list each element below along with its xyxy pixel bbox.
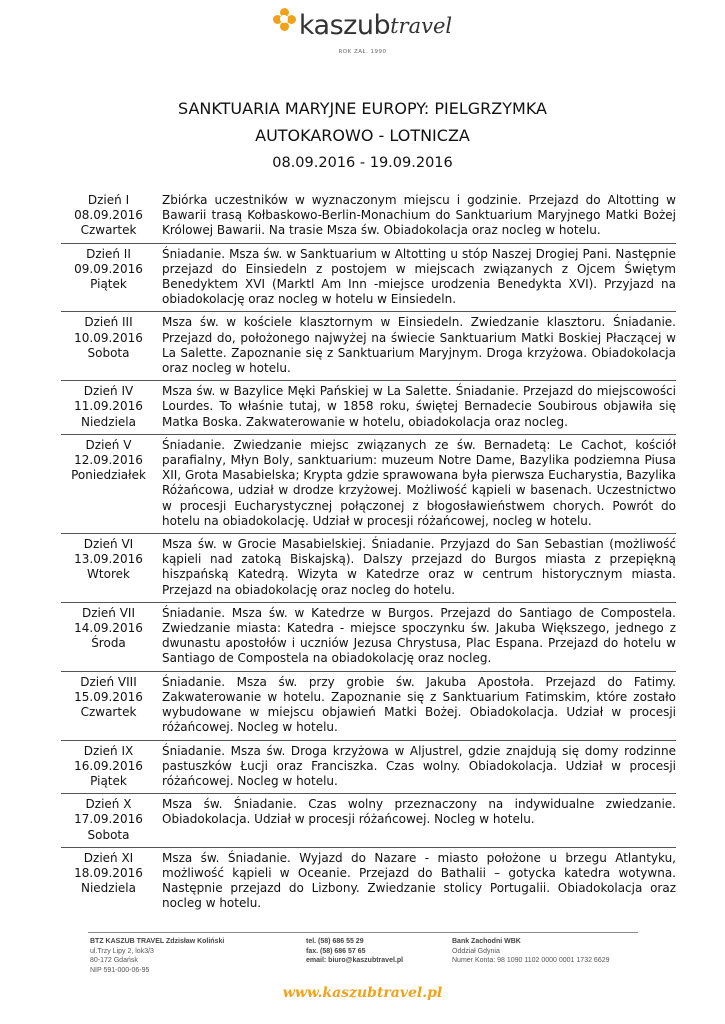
day-description: Śniadanie. Msza św. Droga krzyżowa w Aljustrel, gdzie znajdują się domy rodzinne pastuszków Łucji oraz Franciszka. Czas wolny. Obiadokolacja. Udział w procesji różańcowej. Nocleg w hotelu. [156,740,676,794]
itinerary-row [61,740,676,794]
footer-contact [306,937,403,966]
day-weekday: Piątek [90,277,127,292]
day-date: 12.09.2016 [74,453,143,468]
website-link[interactable]: www.kaszubtravel.pl [282,985,443,1001]
bank-branch: Oddział Gdynia [452,947,500,955]
day-cell [61,602,156,671]
itinerary-row [61,602,676,671]
day-day: Dzień III [84,315,133,330]
bank-name: Bank Zachodni WBK [452,938,521,945]
day-date: 16.09.2016 [74,758,143,773]
itinerary-row [61,534,676,603]
day-cell [61,534,156,603]
day-description: Śniadanie. Msza św. w Katedrze w Burgos. Przejazd do Santiago de Compostela. Zwiedzanie miasta: Katedra - miejsce spoczynku św. Jakuba Większego, jednego z dwunastu apostołów i uczniów Jezusa Chrystusa, Plac Espana. Przejazd do hotelu w Santiago de Compostela na obiadokolację oraz nocleg. [156,602,676,671]
day-cell [61,671,156,740]
day-day: Dzień IV [83,384,134,399]
day-weekday: Czwartek [80,705,137,720]
day-weekday: Czwartek [80,223,137,238]
trip-dates: 08.09.2016 - 19.09.2016 [272,155,453,171]
day-cell [61,312,156,381]
footer-divider [88,932,638,933]
day-cell [61,740,156,794]
company-nip: NIP 591-000-06-95 [90,966,150,974]
day-weekday: Piątek [90,773,127,788]
day-date: 15.09.2016 [74,689,143,704]
day-date: 09.09.2016 [74,261,143,276]
day-day: Dzień IX [83,743,134,758]
day-date: 14.09.2016 [74,621,143,636]
bank-account: Numer Konta: 98 1090 1102 0000 0001 1732 6629 [452,957,610,964]
itinerary-row [61,671,676,740]
logo-travel: travel [390,13,453,38]
day-description: Śniadanie. Zwiedzanie miejsc związanych ze św. Bernadetą: Le Cachot, kościół parafialny, Młyn Boly, sanktuarium: muzeum Notre Dame, Bazylika podziemna Piusa XII, Grota Masabielska; Krypta gdzie sprawowana była pierwsza Eucharystia, Bazylika Różańcowa, udział w drodze krzyżowej. Możliwość kąpieli w basenach. Uczestnictwo w procesji Eucharystycznej połączonej z błogosławieństwem chorych. Powrót do hotelu na obiadokolację. Udział w procesji różańcowej, nocleg w hotelu. [156,434,676,533]
day-date: 08.09.2016 [74,208,143,223]
day-description: Msza św. w Bazylice Męki Pańskiej w La Salette. Śniadanie. Przejazd do miejscowości Lourdes. To właśnie tutaj, w 1858 roku, świętej Bernadecie Soubirous objawiła się Matka Boska. Zakwaterowanie w hotelu, obiadokolacja oraz nocleg. [156,381,676,435]
title-line-2: AUTOKAROWO - LOTNICZA [255,126,470,145]
itinerary-row [61,434,676,533]
company-street: ul.Trzy Lipy 2, lok3/3 [90,947,154,955]
day-description: Msza św. Śniadanie. Wyjazd do Nazare - miasto położone u brzegu Atlantyku, możliwość kąpieli w Oceanie. Przejazd do Bathalii – gotycka katedra wotywna. Następnie przejazd do Lizbony. Zwiedzanie stolicy Portugalii. Obiadokolacja oraz nocleg w hotelu. [162,850,676,911]
company-name: BTZ KASZUB TRAVEL Zdzisław Koliński [90,938,225,945]
day-weekday: Wtorek [87,567,130,582]
day-date: 11.09.2016 [74,399,143,414]
footer-company [90,937,224,975]
logo-since: ROK ZAŁ. 1990 [338,48,387,55]
day-day: Dzień VII [82,605,135,620]
day-weekday: Poniedziałek [71,468,146,483]
day-cell [61,381,156,435]
day-day: Dzień I [87,193,130,207]
flower-logo-icon [273,8,297,32]
itinerary-row [61,312,676,381]
day-day: Dzień VIII [80,674,137,689]
document-title [0,95,725,149]
itinerary-row [61,190,676,243]
day-day: Dzień II [86,246,131,261]
day-weekday: Środa [91,636,126,651]
day-cell [61,243,156,312]
day-date: 10.09.2016 [74,330,143,345]
day-date: 17.09.2016 [74,812,143,827]
title-line-1: SANKTUARIA MARYJNE EUROPY: PIELGRZYMKA [178,99,547,118]
day-day: Dzień X [85,797,132,812]
contact-email[interactable]: email: biuro@kaszubtravel.pl [306,957,404,964]
day-description: Msza św. w kościele klasztornym w Einsiedeln. Zwiedzanie klasztoru. Śniadanie. Przejazd do, położonego najwyżej na świecie Sanktuarium Matki Boskiej Płaczącej w La Salette. Zapoznanie się z Sanktuarium Maryjnym. Droga krzyżowa. Obiadokolacja oraz nocleg w hotelu. [156,312,676,381]
itinerary-row [61,794,676,848]
day-description: Śniadanie. Msza św. przy grobie św. Jakuba Apostoła. Przejazd do Fatimy. Zakwaterowanie w hotelu. Zapoznanie się z Sanktuarium Fatimskim, które zostało wybudowane w miejscu objawień Matki Bożej. Obiadokolacja. Udział w procesji różańcowej. Nocleg w hotelu. [156,671,676,740]
day-description: Msza św. w Grocie Masabielskiej. Śniadanie. Przyjazd do San Sebastian (możliwość kąpieli nad zatoką Biskajską). Dalszy przejazd do Burgos miasta z przepiękną hiszpańską Katedrą. Wizyta w Katedrze oraz w centrum historycznym miasta. Przejazd na obiadokolację oraz nocleg do hotelu. [156,534,676,603]
day-weekday: Niedziela [80,881,136,896]
day-date: 13.09.2016 [74,552,143,567]
day-description: Zbiórka uczestników w wyznaczonym miejscu i godzinie. Przejazd do Altotting w Bawarii trasą Kołbaskowo-Berlin-Monachium do Sanktuarium Maryjnego Matki Bożej Królowej Bawarii. Na trasie Msza św. Obiadokolacja oraz nocleg w hotelu. [156,190,676,243]
day-cell [61,190,156,243]
day-cell [61,847,156,915]
contact-tel: tel. (58) 686 55 29 [306,938,364,945]
day-day: Dzień XI [83,850,134,865]
day-date: 18.09.2016 [74,865,143,880]
itinerary-row [61,847,676,915]
day-day: Dzień VI [83,537,134,552]
itinerary-row [61,381,676,435]
day-description: Śniadanie. Msza św. w Sanktuarium w Altotting u stóp Naszej Drogiej Pani. Następnie przejazd do Einsiedeln z postojem w miejscach związanych z Ojcem Świętym Benedyktem XVI (Marktl Am Inn -miejsce urodzenia Benedykta XVI). Przyjazd na obiadokolację oraz nocleg w hotelu w Einsiedeln. [156,243,676,312]
itinerary-table [61,190,676,916]
company-logo [0,10,725,55]
day-day: Dzień V [85,437,132,452]
itinerary-row [61,243,676,312]
day-weekday: Niedziela [80,414,136,429]
logo-brand: kaszub [298,10,391,41]
day-cell [61,434,156,533]
company-city: 80-172 Gdańsk [90,957,138,964]
contact-fax: fax. (58) 686 57 65 [306,947,366,955]
day-cell [61,794,156,848]
day-weekday: Sobota [87,345,130,360]
footer-bank [452,937,610,966]
day-description: Msza św. Śniadanie. Czas wolny przeznaczony na indywidualne zwiedzanie. Obiadokolacja. Udział w procesji różańcowej. Nocleg w hotelu. [156,794,676,848]
day-weekday: Sobota [87,827,130,842]
